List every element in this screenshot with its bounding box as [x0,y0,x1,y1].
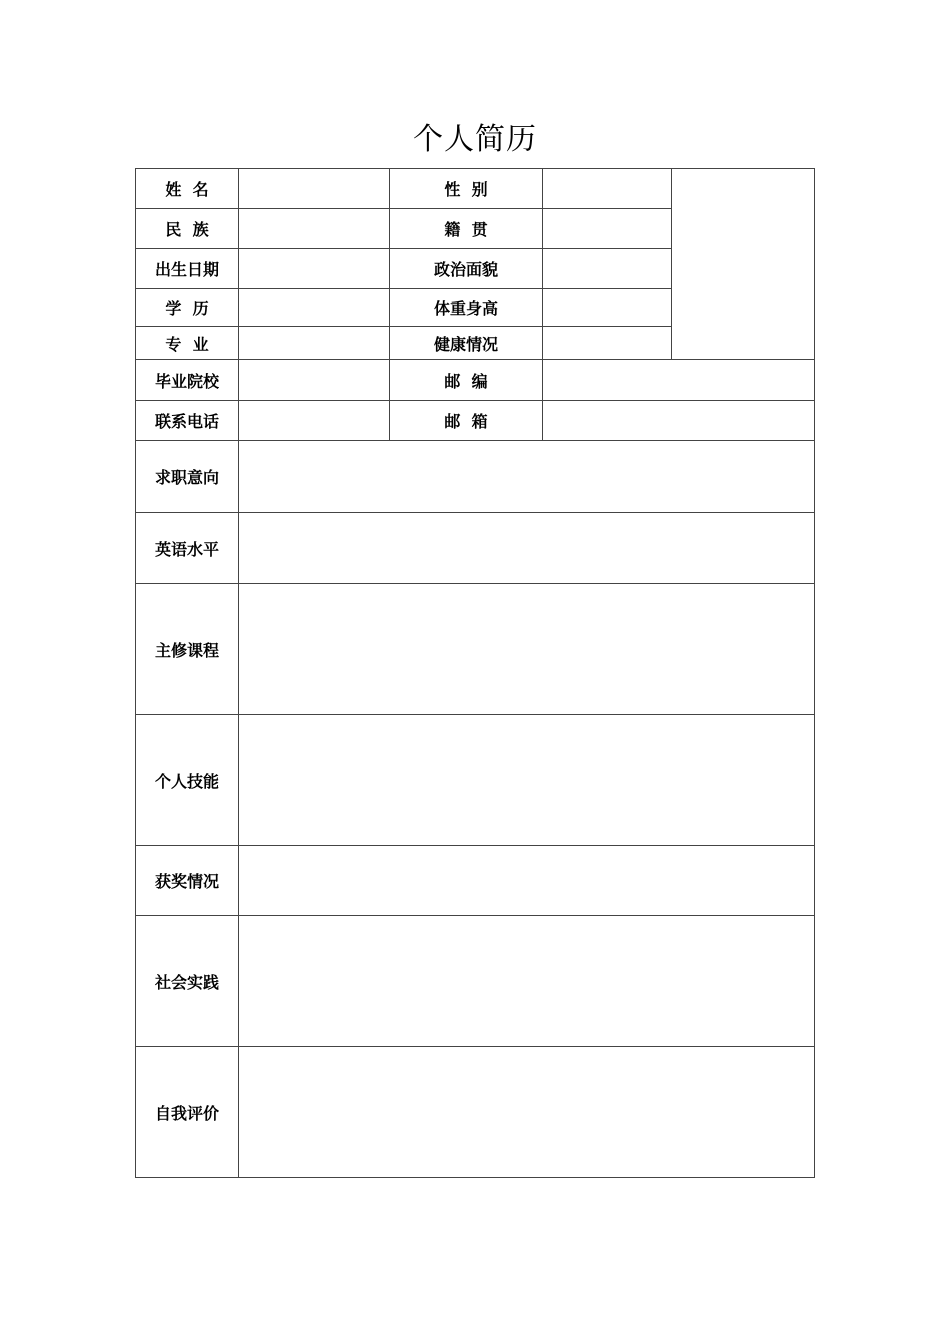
personal-skills-label: 个人技能 [136,715,239,846]
gender-label: 性 别 [390,169,543,209]
photo-area[interactable] [672,169,815,360]
email-field[interactable] [543,401,815,441]
row-phone [136,401,815,441]
weight-height-label: 体重身高 [390,289,543,327]
row-social-practice [136,916,815,1047]
main-courses-label: 主修课程 [136,584,239,715]
job-intention-label: 求职意向 [136,441,239,513]
major-label: 专 业 [136,327,239,360]
school-label: 毕业院校 [136,360,239,401]
phone-label: 联系电话 [136,401,239,441]
gender-field[interactable] [543,169,672,209]
row-self-evaluation [136,1047,815,1178]
row-school [136,360,815,401]
self-evaluation-field[interactable] [239,1047,815,1178]
row-awards [136,846,815,916]
education-label: 学 历 [136,289,239,327]
email-label: 邮 箱 [390,401,543,441]
main-courses-field[interactable] [239,584,815,715]
awards-field[interactable] [239,846,815,916]
awards-label: 获奖情况 [136,846,239,916]
job-intention-field[interactable] [239,441,815,513]
postal-code-field[interactable] [543,360,815,401]
birth-date-label: 出生日期 [136,249,239,289]
page-title: 个人简历 [413,122,537,157]
social-practice-label: 社会实践 [136,916,239,1047]
phone-field[interactable] [239,401,390,441]
postal-code-label: 邮 编 [390,360,543,401]
personal-skills-field[interactable] [239,715,815,846]
english-level-field[interactable] [239,513,815,584]
weight-height-field[interactable] [543,289,672,327]
english-level-label: 英语水平 [136,513,239,584]
ethnicity-label: 民 族 [136,209,239,249]
political-status-field[interactable] [543,249,672,289]
native-place-label: 籍 贯 [390,209,543,249]
social-practice-field[interactable] [239,916,815,1047]
resume-table [135,168,815,1178]
major-field[interactable] [239,327,390,360]
health-field[interactable] [543,327,672,360]
self-evaluation-label: 自我评价 [136,1047,239,1178]
health-label: 健康情况 [390,327,543,360]
education-field[interactable] [239,289,390,327]
row-job-intention [136,441,815,513]
school-field[interactable] [239,360,390,401]
name-field[interactable] [239,169,390,209]
row-english-level [136,513,815,584]
row-personal-skills [136,715,815,846]
name-label: 姓 名 [136,169,239,209]
row-main-courses [136,584,815,715]
political-status-label: 政治面貌 [390,249,543,289]
native-place-field[interactable] [543,209,672,249]
row-name [136,169,815,209]
ethnicity-field[interactable] [239,209,390,249]
birth-date-field[interactable] [239,249,390,289]
